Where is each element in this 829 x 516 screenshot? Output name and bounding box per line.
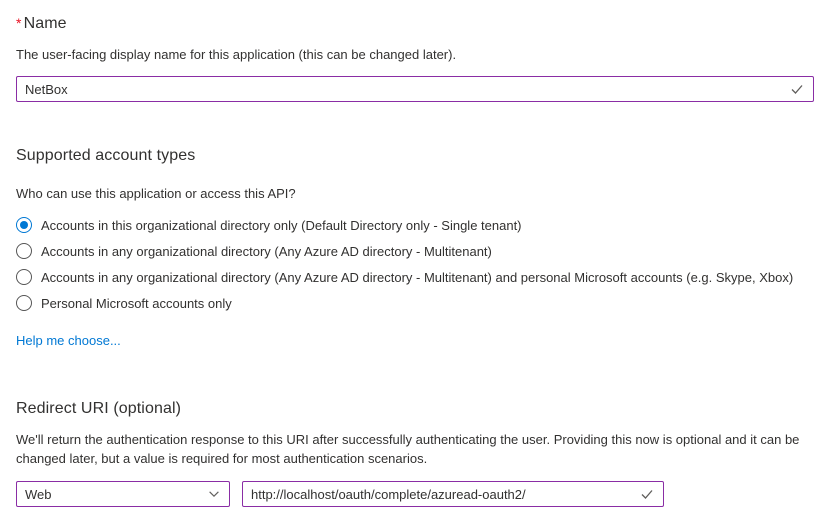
radio-label: Accounts in this organizational directory only (Default Directory only - Single tenant): [41, 217, 522, 233]
redirect-uri-description: We'll return the authentication response to this URI after successfully authenticating the user. Providing this now is optional and it can be changed later, but a value is required for most authentication scenarios.: [16, 432, 800, 466]
account-types-question: Who can use this application or access this API?: [16, 186, 296, 201]
required-asterisk: *: [16, 15, 22, 31]
name-description: The user-facing display name for this application (this can be changed later).: [16, 47, 457, 62]
name-input[interactable]: [17, 77, 789, 101]
redirect-uri-row: [16, 481, 814, 507]
radio-option-multitenant[interactable]: [16, 238, 814, 264]
radio-option-single-tenant[interactable]: [16, 212, 814, 238]
radio-icon: [16, 295, 32, 311]
redirect-uri-input[interactable]: [243, 482, 639, 506]
radio-label: Personal Microsoft accounts only: [41, 295, 232, 311]
valid-check-icon: [639, 486, 655, 502]
name-field-wrapper: [16, 76, 814, 102]
radio-label: Accounts in any organizational directory (Any Azure AD directory - Multitenant): [41, 243, 492, 259]
radio-option-personal-only[interactable]: [16, 290, 814, 316]
redirect-uri-field-wrapper: [242, 481, 664, 507]
name-title-text: Name: [23, 15, 67, 32]
platform-select[interactable]: [16, 481, 230, 507]
account-types-title: Supported account types: [16, 147, 196, 164]
account-types-radio-group: [16, 212, 814, 316]
radio-option-multitenant-personal[interactable]: [16, 264, 814, 290]
valid-check-icon: [789, 81, 805, 97]
radio-label: Accounts in any organizational directory (Any Azure AD directory - Multitenant) and personal Microsoft accounts (e.g. Skype, Xbox): [41, 269, 794, 285]
name-section-title: [16, 12, 814, 35]
chevron-down-icon: [207, 487, 221, 501]
redirect-uri-title: Redirect URI (optional): [16, 400, 182, 417]
radio-icon: [16, 243, 32, 259]
radio-icon: [16, 217, 32, 233]
radio-icon: [16, 269, 32, 285]
platform-select-value: Web: [25, 486, 52, 502]
help-me-choose-link[interactable]: Help me choose...: [16, 333, 121, 348]
